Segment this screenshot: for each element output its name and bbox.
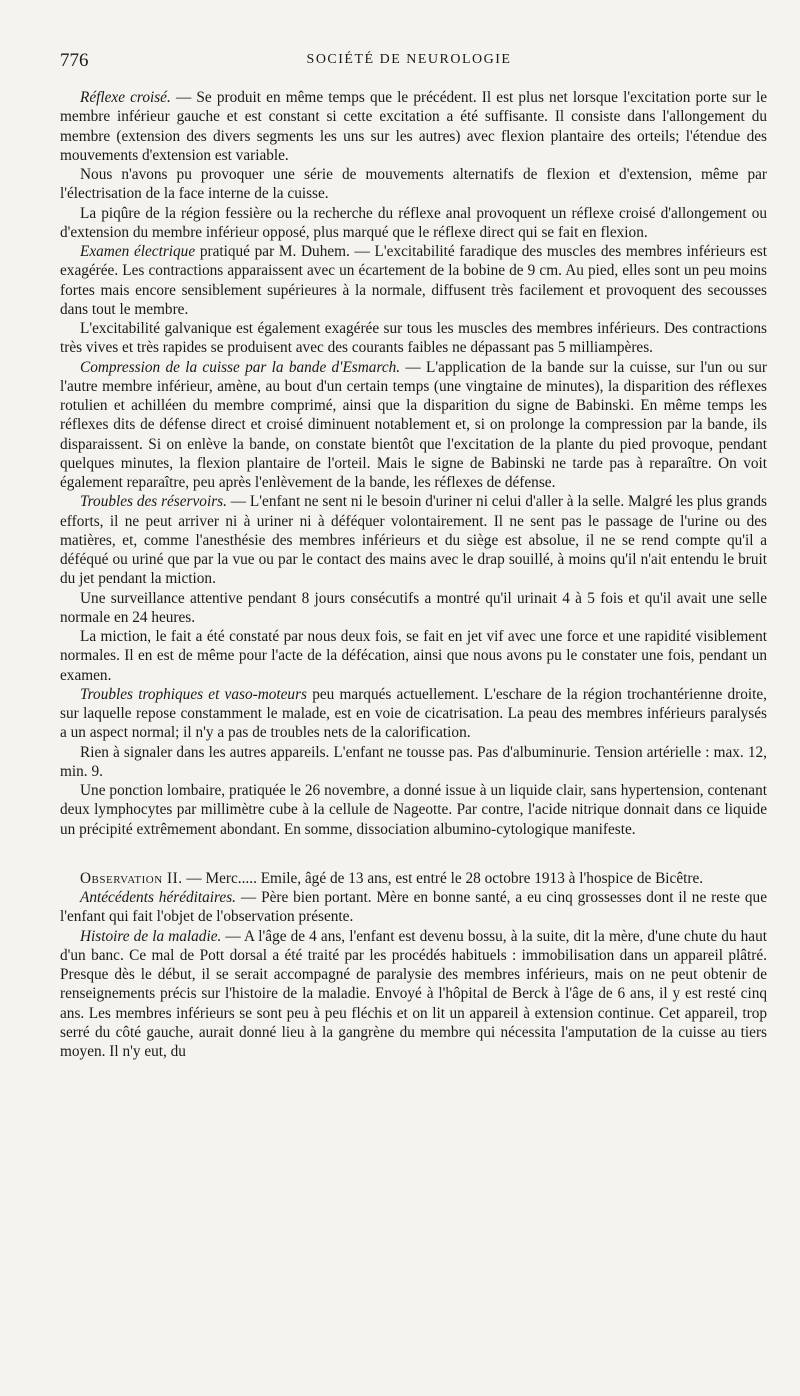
paragraph-lead: Troubles des réservoirs. <box>80 493 227 511</box>
paragraph-text: Une ponction lombaire, pratiquée le 26 novembre, a donné issue à un liquide clair, sans hypertension, contenant deux lymphocytes par millimètre cube à la cellule de Nageotte. Par contre, l'acide nitrique donnait dans ce liquide un précipité extrêmement abondant. En somme, dissociation albumino-cytologique manifeste. <box>60 782 767 838</box>
paragraph-lead: Antécédents héréditaires. <box>80 889 236 906</box>
paragraph <box>60 927 767 1062</box>
paragraph <box>60 589 767 628</box>
paragraph <box>60 204 767 243</box>
paragraph-lead: Compression de la cuisse par la bande d'Esmarch. <box>80 358 401 376</box>
paragraph-lead: Histoire de la maladie. <box>80 927 222 945</box>
page-header <box>60 50 758 80</box>
paragraph <box>60 165 767 204</box>
paragraph <box>60 319 767 358</box>
paragraph-text: Rien à signaler dans les autres appareils. L'enfant ne tousse pas. Pas d'albuminurie. Tension artérielle : max. 12, min. 9. <box>60 743 767 780</box>
paragraph-lead: Réflexe croisé. <box>80 89 171 106</box>
paragraph-text: — L'enfant ne sent ni le besoin d'uriner ni celui d'aller à la selle. Malgré les plus grands efforts, il ne peut arriver ni à uriner ni à déféquer volontairement. Il ne sent pas le passage de l'urine ou des matières, et, comme l'anesthésie des membres inférieurs et du siège est absolue, il ne se rend compte qu'il a déféqué ou uriné que par la vue ou par le contact des mains avec le drap souillé, à moins qu'il n'ait entendu le bruit du jet pendant la miction. <box>60 493 768 588</box>
page-number: 776 <box>60 50 89 71</box>
paragraph-text: — Se produit en même temps que le précédent. Il est plus net lorsque l'excitation porte sur le membre inférieur gauche et est constant si cette excitation a été suffisante. Il consiste dans l'allongement du membre (extension des divers segments les uns sur les autres) avec flexion plantaire des orteils; l'étendue des mouvements d'extension est variable. <box>60 89 767 164</box>
paragraph-lead: Examen électrique <box>80 243 196 260</box>
paragraph <box>60 627 767 685</box>
body-text <box>60 88 767 1061</box>
paragraph <box>60 869 767 888</box>
observation-heading: Observation II. <box>80 869 183 887</box>
paragraph <box>60 88 767 165</box>
paragraph <box>60 888 767 927</box>
paragraph-text: L'excitabilité galvanique est également exagérée sur tous les muscles des membres inférieurs. Des contractions très vives et très rapides se produisent avec des courants faibles ne dépassant pas 5 milliampères. <box>60 320 767 357</box>
paragraph <box>60 242 767 319</box>
paragraph-text: Nous n'avons pu provoquer une série de mouvements alternatifs de flexion et d'extension, même par l'électrisation de la face interne de la cuisse. <box>60 166 767 203</box>
paragraph-text: pratiqué par M. Duhem. — L'excitabilité faradique des muscles des membres inférieurs est exagérée. Les contractions apparaissent avec un écartement de la bobine de 9 cm. Au pied, elles sont un peu moins fortes mais encore sensiblement supérieures à la normale, diffusent très facilement et provoquent des secousses dans tout le membre. <box>60 243 767 318</box>
paragraph <box>60 743 767 782</box>
running-head: SOCIÉTÉ DE NEUROLOGIE <box>306 52 512 67</box>
paragraph <box>60 781 767 839</box>
paragraph-lead: Troubles trophiques et vaso-moteurs <box>80 685 307 703</box>
paragraph-text: — A l'âge de 4 ans, l'enfant est devenu bossu, à la suite, dit la mère, d'une chute du haut d'un banc. Ce mal de Pott dorsal a été traité par les procédés habituels : immobilisation dans un appareil plâtré. Presque dès le début, il se serait accompagné de paralysie des membres inférieurs, mais on ne peut obtenir de renseignements précis sur l'histoire de la maladie. Envoyé à l'hôpital de Berck à l'âge de 6 ans, il y est resté cinq ans. Les membres inférieurs se sont peu à peu fléchis et on lit un appareil à extension continue. Cet appareil, trop serré du côté gauche, aurait donné lieu à la gangrène du membre qui nécessita l'amputation de la cuisse au tiers moyen. Il n'y eut, du <box>60 927 767 1060</box>
paragraph <box>60 492 767 588</box>
paragraph-text: La piqûre de la région fessière ou la recherche du réflexe anal provoquent un réflexe croisé d'allongement ou d'extension du membre inférieur opposé, plus marqué que le réflexe direct qui se fait en flexion. <box>60 204 767 241</box>
paragraph-text: — Merc..... Emile, âgé de 13 ans, est entré le 28 octobre 1913 à l'hospice de Bicêtre. <box>182 869 704 887</box>
paragraph-text: — Père bien portant. Mère en bonne santé, a eu cinq grossesses dont il ne reste que l'enfant qui fait l'objet de l'observation présente. <box>60 889 767 926</box>
paragraph-text: La miction, le fait a été constaté par nous deux fois, se fait en jet vif avec une force et une rapidité visiblement normales. Il en est de même pour l'acte de la défécation, ainsi que nous avons pu le constater une fois, pendant un examen. <box>60 628 767 684</box>
paragraph <box>60 358 767 493</box>
paragraph <box>60 685 767 743</box>
paragraph-text: peu marqués actuellement. L'eschare de la région trochantérienne droite, sur laquelle repose constamment le malade, est en voie de cicatrisation. La peau des membres inférieurs paralysés a un aspect normal; il n'y a pas de troubles nets de la calorification. <box>60 685 767 742</box>
paragraph-text: — L'application de la bande sur la cuisse, sur l'un ou sur l'autre membre inférieur, amène, au bout d'un certain temps (une vingtaine de minutes), la disparition des réflexes rotulien et achilléen du membre comprimé, ainsi que la disparition du signe de Babinski. En même temps les réflexes dits de défense direct et croisé diminuent notablement et, si on prolonge la compression par la bande, ils disparaissent. Si on enlève la bande, on constate bientôt que l'excitation de la plante du pied provoque, pendant quelques minutes, la flexion plantaire de l'orteil. Mais le signe de Babinski ne tarde pas à reparaître. On voit également reparaître, peu après l'enlèvement de la bande, les réflexes de défense. <box>60 358 767 491</box>
paragraph-text: Une surveillance attentive pendant 8 jours consécutifs a montré qu'il urinait 4 à 5 fois et qu'il avait une selle normale en 24 heures. <box>60 589 767 626</box>
